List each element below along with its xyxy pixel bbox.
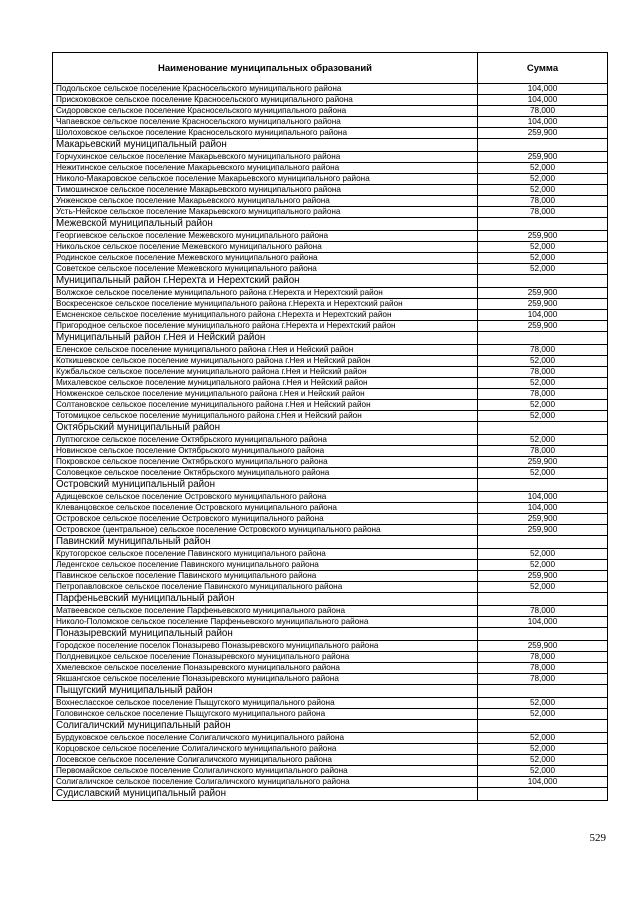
sum-cell: 104,000	[478, 492, 608, 503]
table-row	[53, 95, 608, 106]
table-row	[53, 242, 608, 253]
sum-cell	[478, 218, 608, 231]
sum-cell: 259,900	[478, 641, 608, 652]
table-row	[53, 196, 608, 207]
sum-cell: 259,900	[478, 231, 608, 242]
settlement-name-cell: Еленское сельское поселение муниципального района г.Нея и Нейский район	[53, 345, 478, 356]
settlement-name-cell: Первомайское сельское поселение Солигаличского муниципального района	[53, 766, 478, 777]
settlement-name-cell: Бурдуковское сельское поселение Солигаличского муниципального района	[53, 733, 478, 744]
district-header-row	[53, 139, 608, 152]
settlement-name-cell: Крутогорское сельское поселение Павинского муниципального района	[53, 549, 478, 560]
table-row	[53, 185, 608, 196]
sum-cell: 52,000	[478, 744, 608, 755]
table-row	[53, 744, 608, 755]
sum-cell: 52,000	[478, 378, 608, 389]
district-header-row	[53, 479, 608, 492]
table-row	[53, 549, 608, 560]
sum-cell: 78,000	[478, 207, 608, 218]
settlement-name-cell: Якшангское сельское поселение Поназыревского муниципального района	[53, 674, 478, 685]
settlement-name-cell: Коткишевское сельское поселение муниципального района г.Нея и Нейский район	[53, 356, 478, 367]
sum-cell	[478, 275, 608, 288]
sum-cell: 52,000	[478, 435, 608, 446]
table-row	[53, 617, 608, 628]
table-row	[53, 468, 608, 479]
settlement-name-cell: Леденгское сельское поселение Павинского муниципального района	[53, 560, 478, 571]
district-header-row	[53, 628, 608, 641]
settlement-name-cell: Тимошинское сельское поселение Макарьевского муниципального района	[53, 185, 478, 196]
sum-cell	[478, 685, 608, 698]
sum-cell: 78,000	[478, 663, 608, 674]
district-name-cell: Павинский муниципальный район	[53, 536, 478, 549]
table-row	[53, 207, 608, 218]
settlement-name-cell: Кужбальское сельское поселение муниципального района г.Нея и Нейский район	[53, 367, 478, 378]
district-header-row	[53, 720, 608, 733]
settlement-name-cell: Соловецкое сельское поселение Октябрьского муниципального района	[53, 468, 478, 479]
sum-cell	[478, 139, 608, 152]
sum-cell: 104,000	[478, 95, 608, 106]
settlement-name-cell: Усть-Нейское сельское поселение Макарьевского муниципального района	[53, 207, 478, 218]
table-row	[53, 663, 608, 674]
district-header-row	[53, 218, 608, 231]
table-row	[53, 400, 608, 411]
table-row	[53, 299, 608, 310]
table-row	[53, 571, 608, 582]
settlement-name-cell: Советское сельское поселение Межевского муниципального района	[53, 264, 478, 275]
table-row	[53, 606, 608, 617]
settlement-name-cell: Островское сельское поселение Островского муниципального района	[53, 514, 478, 525]
table-row	[53, 582, 608, 593]
document-sheet	[52, 52, 607, 801]
table-row	[53, 411, 608, 422]
sum-cell: 78,000	[478, 196, 608, 207]
settlement-name-cell: Шолоховское сельское поселение Красносельского муниципального района	[53, 128, 478, 139]
sum-cell: 52,000	[478, 733, 608, 744]
table-row	[53, 733, 608, 744]
settlement-name-cell: Луптюгское сельское поселение Октябрьского муниципального района	[53, 435, 478, 446]
settlement-name-cell: Николо-Поломское сельское поселение Парфеньевского муниципального района	[53, 617, 478, 628]
district-header-row	[53, 593, 608, 606]
table-row	[53, 356, 608, 367]
sum-cell	[478, 593, 608, 606]
table-row	[53, 174, 608, 185]
sum-cell: 52,000	[478, 755, 608, 766]
sum-cell: 52,000	[478, 411, 608, 422]
table-row	[53, 503, 608, 514]
district-header-row	[53, 422, 608, 435]
sum-cell: 52,000	[478, 253, 608, 264]
table-row	[53, 755, 608, 766]
sum-cell: 259,900	[478, 514, 608, 525]
sum-cell: 259,900	[478, 299, 608, 310]
settlement-name-cell: Никольское сельское поселение Межевского муниципального района	[53, 242, 478, 253]
sum-cell: 259,900	[478, 152, 608, 163]
table-row	[53, 288, 608, 299]
sum-cell	[478, 536, 608, 549]
district-name-cell: Октябрьский муниципальный район	[53, 422, 478, 435]
settlement-name-cell: Чапаевское сельское поселение Красносельского муниципального района	[53, 117, 478, 128]
table-row	[53, 389, 608, 400]
district-name-cell: Солигаличский муниципальный район	[53, 720, 478, 733]
table-row	[53, 674, 608, 685]
sum-cell: 259,900	[478, 457, 608, 468]
district-name-cell: Макарьевский муниципальный район	[53, 139, 478, 152]
settlement-name-cell: Островское (центральное) сельское поселение Островского муниципального района	[53, 525, 478, 536]
sum-cell: 52,000	[478, 560, 608, 571]
table-row	[53, 766, 608, 777]
settlement-name-cell: Волжское сельское поселение муниципального района г.Нерехта и Нерехтский район	[53, 288, 478, 299]
settlement-name-cell: Георгиевское сельское поселение Межевского муниципального района	[53, 231, 478, 242]
district-header-row	[53, 332, 608, 345]
table-row	[53, 163, 608, 174]
sum-cell: 52,000	[478, 709, 608, 720]
settlement-name-cell: Горчухинское сельское поселение Макарьевского муниципального района	[53, 152, 478, 163]
sum-cell: 52,000	[478, 185, 608, 196]
sum-cell: 104,000	[478, 503, 608, 514]
name-column-header: Наименование муниципальных образований	[53, 53, 478, 84]
settlement-name-cell: Покровское сельское поселение Октябрьского муниципального района	[53, 457, 478, 468]
sum-cell: 52,000	[478, 242, 608, 253]
table-row	[53, 264, 608, 275]
district-name-cell: Пыщугский муниципальный район	[53, 685, 478, 698]
sum-cell: 104,000	[478, 777, 608, 788]
settlement-name-cell: Николо-Макаровское сельское поселение Макарьевского муниципального района	[53, 174, 478, 185]
table-row	[53, 641, 608, 652]
sum-cell: 52,000	[478, 174, 608, 185]
table-row	[53, 514, 608, 525]
settlement-name-cell: Унженское сельское поселение Макарьевского муниципального района	[53, 196, 478, 207]
settlement-name-cell: Прискоковское сельское поселение Красносельского муниципального района	[53, 95, 478, 106]
sum-cell: 78,000	[478, 389, 608, 400]
district-name-cell: Муниципальный район г.Нерехта и Нерехтский район	[53, 275, 478, 288]
district-name-cell: Островский муниципальный район	[53, 479, 478, 492]
settlement-name-cell: Хмелевское сельское поселение Поназыревского муниципального района	[53, 663, 478, 674]
table-row	[53, 152, 608, 163]
settlement-name-cell: Клеванцовское сельское поселение Островского муниципального района	[53, 503, 478, 514]
sum-column-header: Сумма	[478, 53, 608, 84]
sum-cell	[478, 720, 608, 733]
district-name-cell: Межевской муниципальный район	[53, 218, 478, 231]
settlement-name-cell: Матвеевское сельское поселение Парфеньевского муниципального района	[53, 606, 478, 617]
table-row	[53, 117, 608, 128]
settlement-name-cell: Родинское сельское поселение Межевского муниципального района	[53, 253, 478, 264]
table-row	[53, 560, 608, 571]
district-name-cell: Судиславский муниципальный район	[53, 788, 478, 801]
settlement-name-cell: Городское поселение поселок Поназырево Поназыревского муниципального района	[53, 641, 478, 652]
sum-cell	[478, 332, 608, 345]
settlement-name-cell: Новинское сельское поселение Октябрьского муниципального района	[53, 446, 478, 457]
sum-cell	[478, 479, 608, 492]
sum-cell	[478, 422, 608, 435]
district-header-row	[53, 536, 608, 549]
settlement-name-cell: Михалевское сельское поселение муниципального района г.Нея и Нейский район	[53, 378, 478, 389]
settlement-name-cell: Головинское сельское поселение Пыщугского муниципального района	[53, 709, 478, 720]
settlement-name-cell: Петропавловское сельское поселение Павинского муниципального района	[53, 582, 478, 593]
sum-cell: 52,000	[478, 468, 608, 479]
table-row	[53, 435, 608, 446]
sum-cell	[478, 628, 608, 641]
table-row	[53, 231, 608, 242]
settlement-name-cell: Солтановское сельское поселение муниципального района г.Нея и Нейский район	[53, 400, 478, 411]
sum-cell: 78,000	[478, 606, 608, 617]
district-header-row	[53, 275, 608, 288]
settlement-name-cell: Павинское сельское поселение Павинского муниципального района	[53, 571, 478, 582]
sum-cell: 52,000	[478, 264, 608, 275]
sum-cell: 104,000	[478, 84, 608, 95]
table-row	[53, 652, 608, 663]
table-row	[53, 84, 608, 95]
district-header-row	[53, 685, 608, 698]
table-row	[53, 457, 608, 468]
sum-cell: 52,000	[478, 549, 608, 560]
table-row	[53, 367, 608, 378]
settlement-name-cell: Емсненское сельское поселение муниципального района г.Нерехта и Нерехтский район	[53, 310, 478, 321]
district-name-cell: Поназыревский муниципальный район	[53, 628, 478, 641]
sum-cell: 52,000	[478, 766, 608, 777]
sum-cell: 52,000	[478, 163, 608, 174]
sum-cell: 52,000	[478, 400, 608, 411]
settlement-name-cell: Нежитинское сельское поселение Макарьевского муниципального района	[53, 163, 478, 174]
settlement-name-cell: Тотомицкое сельское поселение муниципального района г.Нея и Нейский район	[53, 411, 478, 422]
settlement-name-cell: Солигаличское сельское поселение Солигаличского муниципального района	[53, 777, 478, 788]
table-row	[53, 492, 608, 503]
district-header-row	[53, 788, 608, 801]
table-row	[53, 253, 608, 264]
district-name-cell: Муниципальный район г.Нея и Нейский район	[53, 332, 478, 345]
sum-cell: 52,000	[478, 698, 608, 709]
sum-cell: 259,900	[478, 288, 608, 299]
table-row	[53, 310, 608, 321]
page-number: 529	[589, 832, 606, 844]
settlement-name-cell: Корцовское сельское поселение Солигаличского муниципального района	[53, 744, 478, 755]
table-body	[53, 84, 608, 801]
sum-cell: 259,900	[478, 321, 608, 332]
settlement-name-cell: Вохнесласское сельское поселение Пыщугского муниципального района	[53, 698, 478, 709]
sum-cell	[478, 788, 608, 801]
sum-cell: 52,000	[478, 356, 608, 367]
district-name-cell: Парфеньевский муниципальный район	[53, 593, 478, 606]
settlement-name-cell: Полдневицкое сельское поселение Поназыревского муниципального района	[53, 652, 478, 663]
settlement-name-cell: Лосевское сельское поселение Солигаличского муниципального района	[53, 755, 478, 766]
sum-cell: 78,000	[478, 674, 608, 685]
sum-cell: 104,000	[478, 117, 608, 128]
table-row	[53, 378, 608, 389]
sum-cell: 259,900	[478, 128, 608, 139]
settlement-name-cell: Воскресенское сельское поселение муниципального района г.Нерехта и Нерехтский район	[53, 299, 478, 310]
settlement-name-cell: Подольское сельское поселение Красносельского муниципального района	[53, 84, 478, 95]
municipal-sums-table	[52, 52, 608, 801]
settlement-name-cell: Адищевское сельское поселение Островского муниципального района	[53, 492, 478, 503]
settlement-name-cell: Номженское сельское поселение муниципального района г.Нея и Нейский район	[53, 389, 478, 400]
table-row	[53, 321, 608, 332]
table-row	[53, 525, 608, 536]
sum-cell: 104,000	[478, 310, 608, 321]
table-header-row	[53, 53, 608, 84]
sum-cell: 78,000	[478, 106, 608, 117]
table-row	[53, 345, 608, 356]
settlement-name-cell: Пригородное сельское поселение муниципального района г.Нерехта и Нерехтский район	[53, 321, 478, 332]
sum-cell: 104,000	[478, 617, 608, 628]
table-row	[53, 709, 608, 720]
settlement-name-cell: Сидоровское сельское поселение Красносельского муниципального района	[53, 106, 478, 117]
sum-cell: 78,000	[478, 652, 608, 663]
table-row	[53, 106, 608, 117]
sum-cell: 78,000	[478, 367, 608, 378]
table-row	[53, 128, 608, 139]
table-row	[53, 777, 608, 788]
sum-cell: 259,900	[478, 571, 608, 582]
table-row	[53, 698, 608, 709]
sum-cell: 78,000	[478, 446, 608, 457]
sum-cell: 52,000	[478, 582, 608, 593]
sum-cell: 259,900	[478, 525, 608, 536]
table-row	[53, 446, 608, 457]
sum-cell: 78,000	[478, 345, 608, 356]
